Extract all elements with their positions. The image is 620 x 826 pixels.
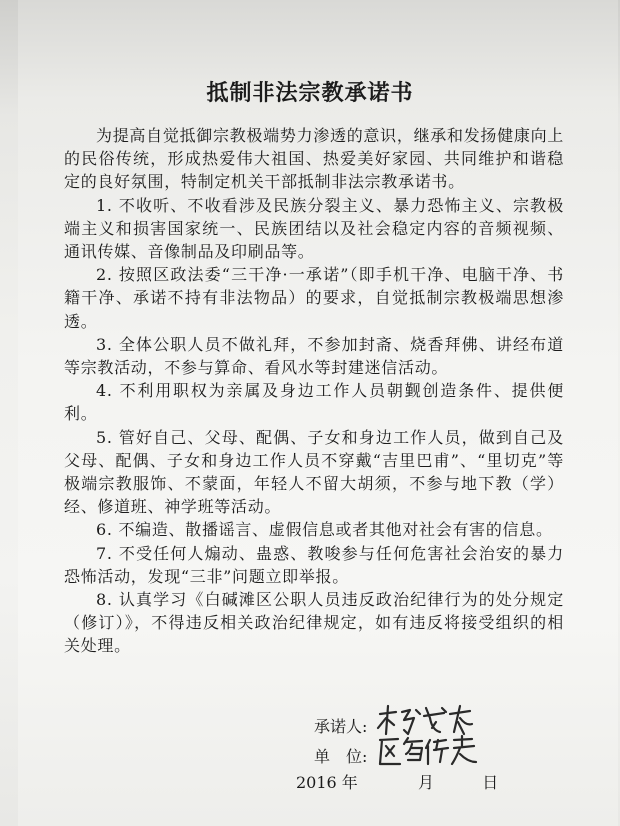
pledge-item-6: 6. 不编造、散播谣言、虚假信息或者其他对社会有害的信息。 <box>96 520 553 540</box>
date-year: 2016 年 <box>296 773 358 792</box>
pledge-item-2: 2. 按照区政法委“三干净·一承诺”（即手机干净、电脑干净、书籍干净、承诺不持有非法物品）的要求，自觉抵制宗教极端思想渗透。 <box>64 265 564 331</box>
unit-handwritten-signature <box>376 734 478 770</box>
unit-row <box>314 744 367 767</box>
promiser-label: 承诺人: <box>314 717 368 736</box>
unit-label: 单 位: <box>314 747 368 766</box>
intro-paragraph: 为提高自觉抵御宗教极端势力渗透的意识，继承和发扬健康向上的民俗传统，形成热爱伟大祖国、热爱美好家园、共同维护和谐稳定的良好氛围，特制定机关干部抵制非法宗教承诺书。 <box>64 126 564 192</box>
pledge-item-7: 7. 不受任何人煽动、蛊惑、教唆参与任何危害社会治安的暴力恐怖活动，发现“三非”问题立即举报。 <box>64 543 564 586</box>
pledge-item-1: 1. 不收听、不收看涉及民族分裂主义、暴力恐怖主义、宗教极端主义和损害国家统一、民族团结以及社会稳定内容的音频视频、通讯传媒、音像制品及印刷品等。 <box>64 195 564 262</box>
date-row <box>296 770 498 793</box>
document-title: 抵制非法宗教承诺书 <box>206 80 414 106</box>
date-day: 日 <box>482 773 499 792</box>
pledge-item-5: 5. 管好自己、父母、配偶、子女和身边工作人员，做到自己及父母、配偶、子女和身边工作人员不穿戴“吉里巴甫”、“里切克”等极端宗教服饰、不蒙面，年轻人不留大胡须，不参与地下教（学）经、修道班、神学班等活动。 <box>64 427 564 517</box>
pledge-item-8: 8. 认真学习《白碱滩区公职人员违反政治纪律行为的处分规定（修订）》，不得违反相关政治纪律规定，如有违反将接受组织的相关处理。 <box>64 590 564 656</box>
promiser-handwritten-signature <box>374 704 476 738</box>
pledge-item-3: 3. 全体公职人员不做礼拜，不参加封斋、烧香拜佛、讲经布道等宗教活动，不参与算命、看风水等封建迷信活动。 <box>64 334 564 378</box>
date-month: 月 <box>418 773 435 792</box>
document-body <box>64 124 564 658</box>
pledge-item-4: 4. 不利用职权为亲属及身边工作人员朝觐创造条件、提供便利。 <box>64 381 564 424</box>
promiser-row <box>314 714 367 737</box>
